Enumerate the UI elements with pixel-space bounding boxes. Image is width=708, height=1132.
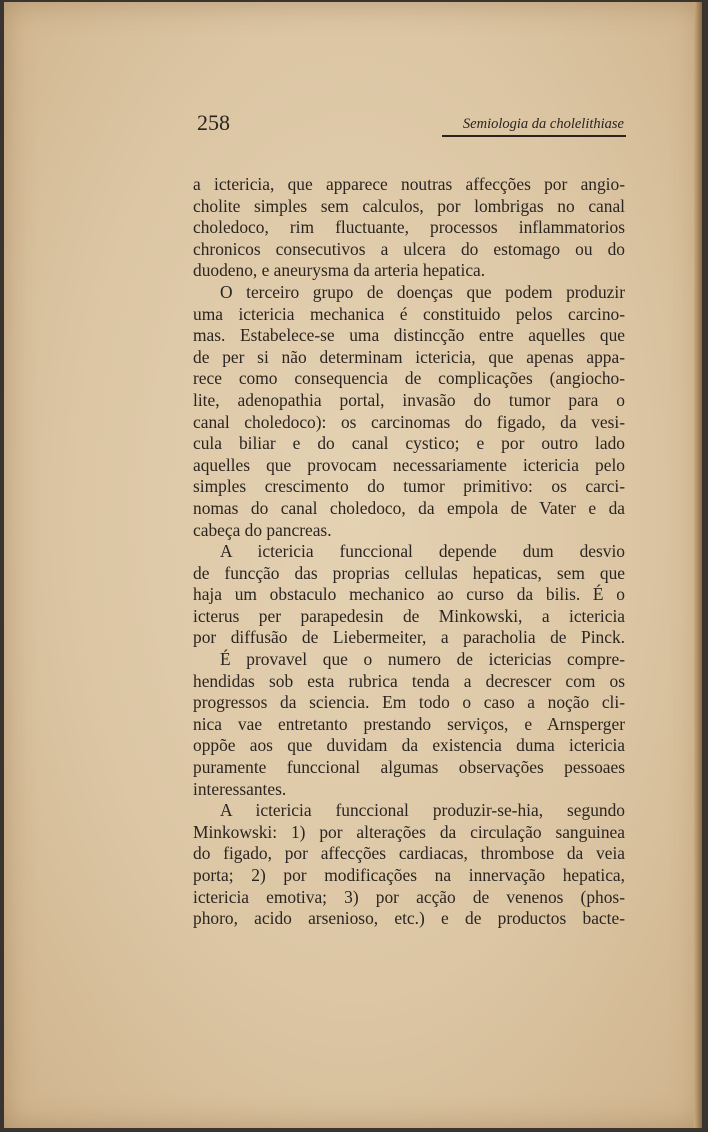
body-text xyxy=(193,174,625,930)
text-line: progressos da sciencia. Em todo o caso a noção cli- xyxy=(193,692,625,713)
page-header xyxy=(194,110,626,140)
text-line: oppõe aos que duvidam da existencia duma ictericia xyxy=(193,735,625,756)
text-line: simples crescimento do tumor primitivo: os carci- xyxy=(193,476,625,497)
text-line: porta; 2) por modificações na innervação hepatica, xyxy=(193,865,625,885)
text-line: interessantes. xyxy=(193,778,287,799)
page-number: 258 xyxy=(197,110,230,135)
text-line: cholite simples sem calculos, por lombrigas no canal xyxy=(193,195,625,216)
text-line: A ictericia funccional produzir-se-hia, segundo xyxy=(220,800,625,821)
text-line: ictericia emotiva; 3) por acção de venenos (phos- xyxy=(193,886,625,907)
text-line: cabeça do pancreas. xyxy=(193,519,332,540)
text-line: de funcção das proprias cellulas hepaticas, sem que xyxy=(193,562,625,583)
text-line: duodeno, e aneurysma da arteria hepatica. xyxy=(193,260,486,281)
text-line: lite, adenopathia portal, invasão do tumor para o xyxy=(193,389,625,410)
text-line: chronicos consecutivos a ulcera do estomago ou do xyxy=(193,238,625,259)
text-line: hendidas sob esta rubrica tenda a decrescer com os xyxy=(193,670,625,691)
text-line: nomas do canal choledoco, da empola de Vater e da xyxy=(193,497,625,518)
text-line: cula biliar e do canal cystico; e por outro lado xyxy=(193,433,625,454)
text-line: uma ictericia mechanica é constituido pelos carcino- xyxy=(193,303,625,324)
text-line: phoro, acido arsenioso, etc.) e de productos bacte- xyxy=(193,908,625,929)
running-title: Semiologia da cholelithiase xyxy=(462,116,624,132)
text-line: É provavel que o numero de ictericias compre- xyxy=(220,649,625,670)
text-line: puramente funccional algumas observações pessoaes xyxy=(193,757,625,778)
text-line: choledoco, rim fluctuante, processos inflammatorios xyxy=(193,217,625,238)
text-line: Minkowski: 1) por alterações da circulação sanguinea xyxy=(193,821,625,842)
text-line: do figado, por affecções cardiacas, thrombose da veia xyxy=(193,843,625,864)
text-line: de per si não determinam ictericia, que apenas appa- xyxy=(193,346,625,367)
text-line: icterus per parapedesin de Minkowski, a ictericia xyxy=(193,605,625,626)
text-line: nica vae entretanto prestando serviços, e Arnsperger xyxy=(193,713,625,734)
book-page xyxy=(4,2,702,1128)
text-line: canal choledoco): os carcinomas do figado, da vesi- xyxy=(193,411,625,432)
text-line: aquelles que provocam necessariamente ictericia pelo xyxy=(193,454,625,475)
text-line: mas. Estabelece-se uma distincção entre aquelles que xyxy=(193,325,625,346)
text-line: rece como consequencia de complicações (angiocho- xyxy=(193,368,625,389)
text-line: O terceiro grupo de doenças que podem produzir xyxy=(220,281,625,302)
text-line: A ictericia funccional depende dum desvio xyxy=(220,541,625,562)
text-line: a ictericia, que apparece noutras affecções por angio- xyxy=(193,174,625,194)
text-line: por diffusão de Liebermeiter, a paracholia de Pinck. xyxy=(193,627,625,648)
text-line: haja um obstaculo mechanico ao curso da bilis. É o xyxy=(193,584,625,605)
header-rule xyxy=(442,135,626,137)
page-edge xyxy=(694,2,702,1128)
